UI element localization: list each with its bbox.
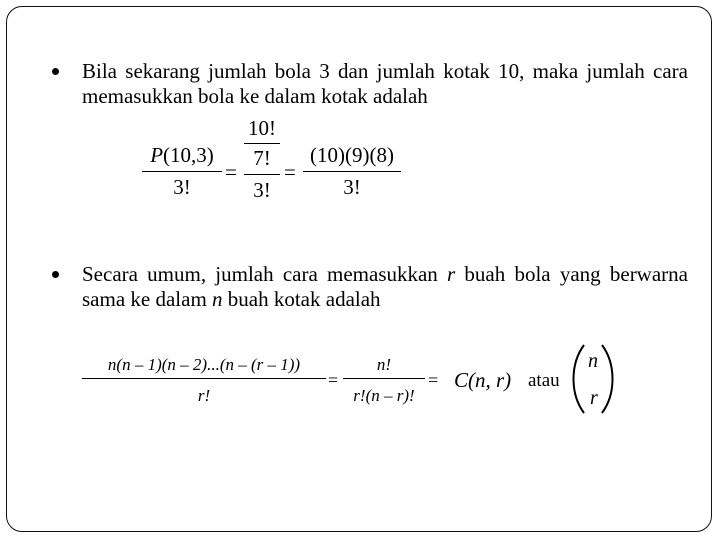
eq2-fraction-1 bbox=[82, 355, 326, 406]
eq2-fraction-2 bbox=[343, 355, 425, 406]
eq2-atau: atau bbox=[528, 370, 560, 391]
bullet-point-2 bbox=[52, 271, 59, 278]
binomial-top: n bbox=[588, 350, 598, 372]
eq1-frac2-top-numerator: 10! bbox=[248, 116, 276, 140]
eq1-fraction-3 bbox=[303, 143, 401, 200]
bullet-point-1 bbox=[52, 68, 59, 75]
eq2-equals-1: = bbox=[328, 370, 339, 390]
eq1-fraction-2 bbox=[244, 116, 280, 203]
binomial-bottom: r bbox=[590, 387, 598, 409]
eq2-equals-2: = bbox=[428, 370, 439, 390]
eq2-frac2-denominator: r!(n – r)! bbox=[353, 386, 415, 405]
bullet-2-text: Secara umum, jumlah cara memasukkan r buah bola yang berwarna sama ke dalam n buah kotak adalah bbox=[82, 262, 688, 311]
bullet-1-text: Bila sekarang jumlah bola 3 dan jumlah kotak 10, maka jumlah cara memasukkan bola ke dalam kotak adalah bbox=[82, 59, 688, 108]
binomial-left-paren bbox=[572, 344, 586, 414]
eq2-frac1-numerator: n(n – 1)(n – 2)...(n – (r – 1)) bbox=[107, 355, 301, 374]
eq1-frac2-denominator: 3! bbox=[253, 178, 271, 202]
eq1-frac3-numerator: (10)(9)(8) bbox=[310, 143, 394, 167]
eq1-frac1-denominator: 3! bbox=[173, 175, 191, 199]
eq2-frac2-numerator: n! bbox=[376, 355, 392, 374]
eq1-equals-1: = bbox=[225, 160, 237, 184]
eq1-frac3-denominator: 3! bbox=[343, 175, 361, 199]
eq1-frac2-top-denominator: 7! bbox=[253, 146, 271, 170]
eq2-combination: C(n, r) bbox=[454, 368, 512, 392]
eq1-frac1-numerator: P(10,3) bbox=[150, 143, 214, 167]
eq1-fraction-1 bbox=[142, 143, 222, 200]
binomial-right-paren bbox=[600, 344, 614, 414]
eq1-equals-2: = bbox=[284, 160, 296, 184]
eq2-frac1-denominator: r! bbox=[197, 386, 211, 405]
